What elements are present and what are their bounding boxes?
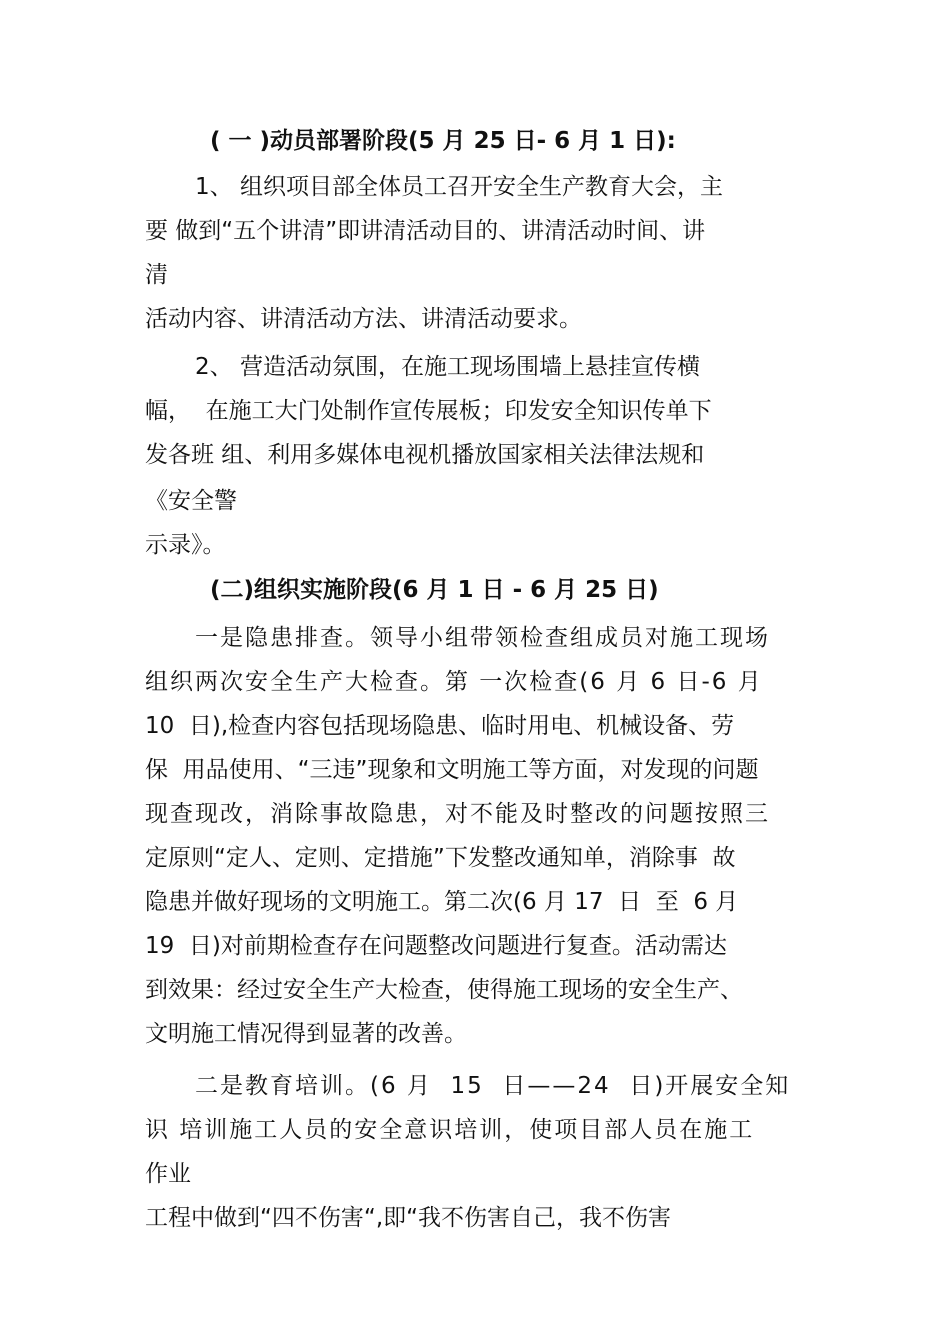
para2-line-1: 二是教育培训。(6 月 15 日——24 日)开展安全知	[195, 1073, 791, 1099]
para1-line-3: 10 日),检查内容包括现场隐患、临时用电、机械设备、劳	[145, 713, 735, 739]
para1-line-9: 到效果：经过安全生产大检查，使得施工现场的安全生产、	[145, 977, 743, 1003]
para1-line-6: 定原则“定人、定则、定措施”下发整改通知单，消除事 故	[145, 845, 736, 871]
item1-line-3: 清	[145, 262, 168, 288]
para1-line-7: 隐患并做好现场的文明施工。第二次(6 月 17 日 至 6 月	[145, 889, 739, 915]
para2-line-3: 作业	[145, 1161, 191, 1187]
para1-line-10: 文明施工情况得到显著的改善。	[145, 1021, 467, 1047]
item1-line-2: 要 做到“五个讲清”即讲清活动目的、讲清活动时间、讲	[145, 218, 706, 244]
para2-line-2: 识 培训施工人员的安全意识培训，使项目部人员在施工	[145, 1117, 755, 1143]
item2-line-1: 2、 营造活动氛围，在施工现场围墙上悬挂宣传横	[195, 354, 700, 380]
para1-line-4: 保 用品使用、“三违”现象和文明施工等方面，对发现的问题	[145, 757, 759, 783]
section-heading-2: (二)组织实施阶段(6 月 1 日 - 6 月 25 日)	[210, 577, 659, 603]
item2-line-2: 幅， 在施工大门处制作宣传展板；印发安全知识传单下	[145, 398, 712, 424]
item2-line-4: 《安全警	[145, 488, 237, 514]
para1-line-5: 现查现改，消除事故隐患，对不能及时整改的问题按照三	[145, 801, 770, 827]
para1-line-2: 组织两次安全生产大检查。第 一次检查(6 月 6 日-6 月	[145, 669, 763, 695]
item1-line-4: 活动内容、讲清活动方法、讲清活动要求。	[145, 306, 582, 332]
item2-line-3: 发各班 组、利用多媒体电视机播放国家相关法律法规和	[145, 442, 705, 468]
para2-line-4: 工程中做到“四不伤害“,即“我不伤害自己，我不伤害	[145, 1205, 672, 1231]
para1-line-8: 19 日)对前期检查存在问题整改问题进行复查。活动需达	[145, 933, 727, 959]
para1-line-1: 一是隐患排查。领导小组带领检查组成员对施工现场	[195, 625, 770, 651]
item1-line-1: 1、 组织项目部全体员工召开安全生产教育大会，主	[195, 174, 723, 200]
item2-line-5: 示录》。	[145, 532, 226, 558]
section-heading-1: ( 一 )动员部署阶段(5 月 25 日- 6 月 1 日):	[210, 128, 676, 154]
